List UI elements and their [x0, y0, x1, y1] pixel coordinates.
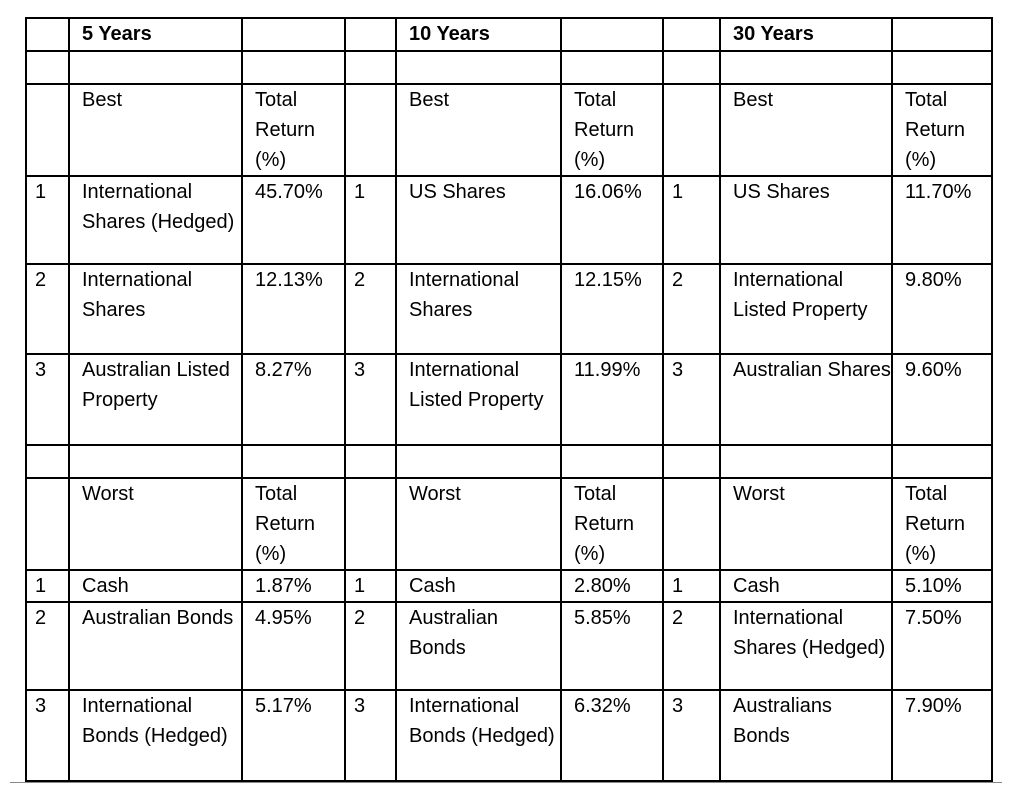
total-return-label: Total Return (%): [892, 478, 992, 570]
return-value: 11.99%: [561, 354, 663, 445]
rank-cell: 2: [26, 602, 69, 690]
rank-cell: 3: [663, 354, 720, 445]
empty-cell: [892, 445, 992, 478]
best-label: Best: [396, 84, 561, 176]
total-return-label: Total Return (%): [561, 478, 663, 570]
rank-cell: 1: [663, 570, 720, 602]
empty-cell: [561, 445, 663, 478]
worst-label: Worst: [396, 478, 561, 570]
table-row: [26, 478, 992, 570]
empty-cell: [242, 18, 345, 51]
worst-label: Worst: [69, 478, 242, 570]
best-label: Best: [720, 84, 892, 176]
rank-cell: 3: [26, 354, 69, 445]
asset-name: International Shares (Hedged): [69, 176, 242, 264]
return-value: 9.80%: [892, 264, 992, 354]
return-value: 7.50%: [892, 602, 992, 690]
return-value: 2.80%: [561, 570, 663, 602]
rank-cell: 3: [345, 354, 396, 445]
asset-name: Cash: [396, 570, 561, 602]
return-value: 6.32%: [561, 690, 663, 781]
asset-name: International Shares: [69, 264, 242, 354]
asset-name: Australian Listed Property: [69, 354, 242, 445]
best-label: Best: [69, 84, 242, 176]
total-return-label: Total Return (%): [242, 84, 345, 176]
rank-cell: 1: [26, 570, 69, 602]
table-row: [26, 176, 992, 264]
empty-cell: [345, 18, 396, 51]
asset-name: International Shares: [396, 264, 561, 354]
asset-name: International Bonds (Hedged): [396, 690, 561, 781]
return-value: 12.13%: [242, 264, 345, 354]
asset-name: Cash: [720, 570, 892, 602]
return-value: 11.70%: [892, 176, 992, 264]
empty-cell: [69, 445, 242, 478]
rank-cell: 1: [345, 176, 396, 264]
empty-cell: [892, 18, 992, 51]
return-value: 5.17%: [242, 690, 345, 781]
bottom-rule: [10, 782, 1002, 783]
table-row: [26, 570, 992, 602]
asset-name: Australian Shares: [720, 354, 892, 445]
asset-name: Australians Bonds: [720, 690, 892, 781]
rank-cell: 3: [26, 690, 69, 781]
empty-cell: [26, 51, 69, 84]
empty-cell: [396, 445, 561, 478]
empty-cell: [242, 51, 345, 84]
empty-cell: [345, 51, 396, 84]
table-row: [26, 354, 992, 445]
period-header: 30 Years: [720, 18, 892, 51]
return-value: 5.10%: [892, 570, 992, 602]
return-value: 7.90%: [892, 690, 992, 781]
empty-cell: [396, 51, 561, 84]
empty-cell: [345, 84, 396, 176]
total-return-label: Total Return (%): [892, 84, 992, 176]
empty-cell: [561, 18, 663, 51]
returns-table: [25, 17, 993, 782]
return-value: 1.87%: [242, 570, 345, 602]
empty-cell: [663, 18, 720, 51]
asset-name: US Shares: [720, 176, 892, 264]
empty-cell: [26, 478, 69, 570]
empty-cell: [345, 445, 396, 478]
empty-cell: [663, 51, 720, 84]
empty-cell: [26, 84, 69, 176]
table-row: [26, 264, 992, 354]
table-row: [26, 84, 992, 176]
rank-cell: 1: [663, 176, 720, 264]
return-value: 9.60%: [892, 354, 992, 445]
period-header: 5 Years: [69, 18, 242, 51]
rank-cell: 1: [26, 176, 69, 264]
empty-cell: [663, 445, 720, 478]
return-value: 4.95%: [242, 602, 345, 690]
return-value: 5.85%: [561, 602, 663, 690]
rank-cell: 2: [663, 602, 720, 690]
empty-cell: [26, 18, 69, 51]
empty-cell: [892, 51, 992, 84]
empty-cell: [720, 445, 892, 478]
total-return-label: Total Return (%): [242, 478, 345, 570]
asset-name: International Bonds (Hedged): [69, 690, 242, 781]
total-return-label: Total Return (%): [561, 84, 663, 176]
return-value: 45.70%: [242, 176, 345, 264]
rank-cell: 2: [345, 602, 396, 690]
table-row: [26, 18, 992, 51]
return-value: 8.27%: [242, 354, 345, 445]
worst-label: Worst: [720, 478, 892, 570]
rank-cell: 2: [663, 264, 720, 354]
table-row: [26, 51, 992, 84]
return-value: 16.06%: [561, 176, 663, 264]
empty-cell: [69, 51, 242, 84]
rank-cell: 3: [345, 690, 396, 781]
empty-cell: [720, 51, 892, 84]
asset-name: International Shares (Hedged): [720, 602, 892, 690]
asset-name: US Shares: [396, 176, 561, 264]
empty-cell: [345, 478, 396, 570]
return-value: 12.15%: [561, 264, 663, 354]
table-row: [26, 602, 992, 690]
empty-cell: [26, 445, 69, 478]
asset-name: Australian Bonds: [69, 602, 242, 690]
empty-cell: [663, 84, 720, 176]
empty-cell: [242, 445, 345, 478]
asset-name: Cash: [69, 570, 242, 602]
empty-cell: [561, 51, 663, 84]
rank-cell: 3: [663, 690, 720, 781]
asset-name: International Listed Property: [396, 354, 561, 445]
table-row: [26, 445, 992, 478]
asset-name: Australian Bonds: [396, 602, 561, 690]
rank-cell: 2: [26, 264, 69, 354]
asset-name: International Listed Property: [720, 264, 892, 354]
rank-cell: 2: [345, 264, 396, 354]
empty-cell: [663, 478, 720, 570]
table-row: [26, 690, 992, 781]
period-header: 10 Years: [396, 18, 561, 51]
rank-cell: 1: [345, 570, 396, 602]
